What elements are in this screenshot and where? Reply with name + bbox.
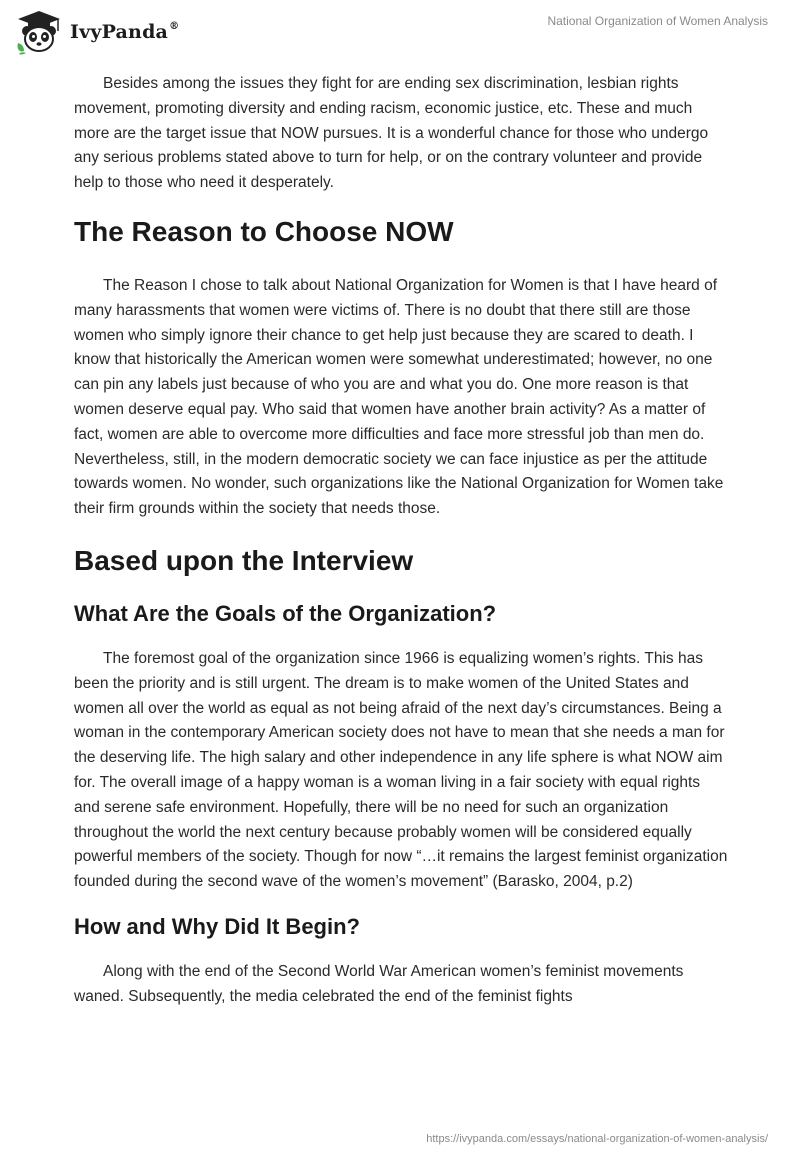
article-body — [74, 72, 730, 1010]
document-title: National Organization of Women Analysis — [547, 14, 768, 28]
goals-heading: What Are the Goals of the Organization? — [74, 600, 497, 626]
panda-graduate-icon — [14, 9, 64, 55]
page-header — [0, 0, 800, 64]
ivypanda-logo[interactable] — [14, 8, 179, 56]
intro-paragraph: Besides among the issues they fight for are ending sex discrimination, lesbian rights movement, promoting diversity and ending racism, economic justice, etc. These and much more are the target issue that NOW pursues. It is a wonderful chance for those who undergo any serious problems stated above to turn for help, or on the contrary volunteer and provide help to those who need it desperately. — [74, 75, 709, 192]
goals-paragraph: The foremost goal of the organization since 1966 is equalizing women’s rights. This has been the priority and is still urgent. The dream is to make women of the United States and women all over the world as equal as not being afraid of the next day’s circumstances. Being a woman in the contemporary American society does not have to mean that she needs a man for the deserving life. The high salary and other independence in any life sphere is what NOW aim for. The overall image of a happy woman is a woman living in a fair society with equal rights and serene safe environment. Hopefully, there will be no need for such an organization throughout the world the next century because probably women will be considered equally powerful members of the society. Though for now “…it remains the largest feminist organization founded during the second wave of the women’s movement” (Barasko, 2004, p.2) — [74, 649, 728, 891]
begin-paragraph: Along with the end of the Second World War American women’s feminist movements waned. Subsequently, the media celebrated the end of the feminist fights — [74, 962, 684, 1005]
reason-heading: The Reason to Choose NOW — [74, 215, 454, 247]
reason-paragraph: The Reason I chose to talk about National Organization for Women is that I have heard of many harassments that women were victims of. There is no doubt that there still are those women who simply ignore their chance to get help just because they are scared to death. I know that historically the American women were somewhat underestimated; however, no one can pin any labels just because of who you are and what you do. One more reason is that women deserve equal pay. Who said that women have another brain activity? As a matter of fact, women are able to overcome more difficulties and face more stressful job than men do. Nevertheless, still, in the modern democratic society we can face injustice as per the attitude towards women. No wonder, such organizations like the National Organization for Women take their firm grounds within the society that needs those. — [74, 276, 724, 518]
interview-heading: Based upon the Interview — [74, 544, 414, 576]
source-url[interactable]: https://ivypanda.com/essays/national-organization-of-women-analysis/ — [426, 1133, 768, 1145]
begin-heading: How and Why Did It Begin? — [74, 913, 360, 939]
brand-name: IvyPanda® — [70, 21, 180, 43]
